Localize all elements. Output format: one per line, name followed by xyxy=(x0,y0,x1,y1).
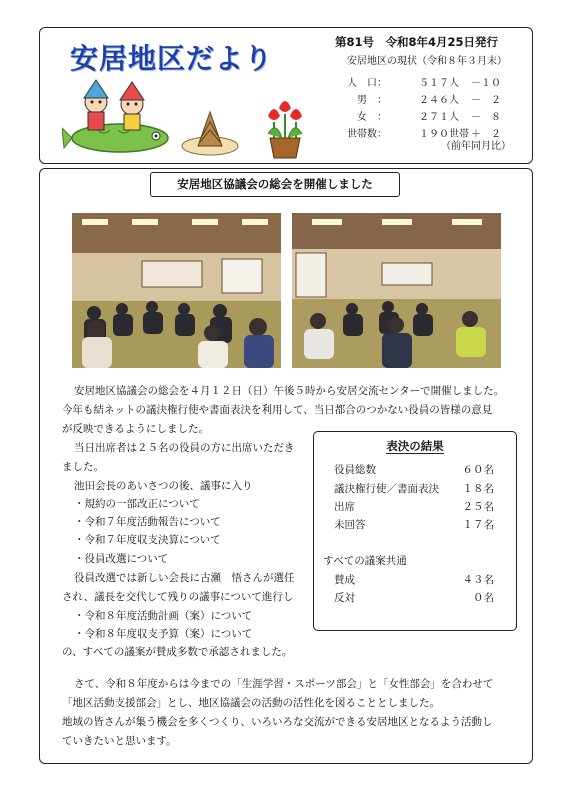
result-label: 議決権行使／書面表決 xyxy=(334,483,439,495)
result-label: 未回答 xyxy=(334,519,366,531)
vote-label: 賛成 xyxy=(334,574,355,586)
result-value: ２５名 xyxy=(462,501,494,513)
paragraph-line: され、議長を交代して残りの議事について進行し xyxy=(62,591,294,603)
results-title: 表決の結果 xyxy=(386,439,444,453)
article-title: 安居地区協議会の総会を開催しました xyxy=(150,172,400,197)
common-label: すべての議案共通 xyxy=(323,555,407,567)
paragraph-line: 当日出席者は２５名の役員の方に出席いただき xyxy=(74,442,295,454)
vote-value: ４３名 xyxy=(462,574,494,586)
result-label: 役員総数 xyxy=(334,464,376,476)
status-label: 安居地区の現状（令和８年３月末） xyxy=(347,56,507,67)
paragraph-line: ました。 xyxy=(62,461,104,473)
stat-delta: ＋ ２ xyxy=(471,129,501,140)
comparison-note: （前年同月比） xyxy=(441,141,511,152)
bamboo-shoot-illustration xyxy=(180,108,240,156)
stat-row xyxy=(347,125,507,139)
list-item: ・規約の一部改正について xyxy=(74,498,200,510)
list-item: ・令和８年度活動計画（案）について xyxy=(74,610,253,622)
vote-results-box xyxy=(313,431,517,631)
vote-label: 反対 xyxy=(334,592,355,604)
stat-label: 男 ： xyxy=(347,95,387,106)
stat-row xyxy=(347,108,507,122)
stat-value: １９０世帯 xyxy=(419,129,469,140)
result-value: ６０名 xyxy=(462,464,494,476)
result-value: １７名 xyxy=(462,519,494,531)
newsletter-title: 安居地区だより xyxy=(70,42,274,75)
stat-delta: － ８ xyxy=(471,112,501,123)
meeting-photo-left xyxy=(72,213,281,368)
meeting-photo-right xyxy=(292,213,501,368)
stat-delta: －１０ xyxy=(471,78,501,89)
paragraph-line: が反映できるようにしました。 xyxy=(62,423,209,435)
result-row xyxy=(334,462,506,476)
paragraph-line: 安居地区協議会の総会を４月１２日（日）午後５時から安居交流センターで開催しました。 xyxy=(74,385,505,397)
result-row xyxy=(334,517,506,531)
stat-value: ５１７人 xyxy=(419,78,459,89)
result-row xyxy=(334,499,506,513)
result-row xyxy=(334,481,506,495)
stat-label: 人 口： xyxy=(347,78,387,89)
stat-label: 世帯数： xyxy=(347,129,387,140)
stat-row xyxy=(347,74,507,88)
stat-label: 女 ： xyxy=(347,112,387,123)
vote-row xyxy=(334,590,506,604)
issue-info: 第81号 令和8年4月25日発行 xyxy=(335,35,499,49)
stat-delta: － ２ xyxy=(471,95,501,106)
list-item: ・役員改選について xyxy=(74,553,169,565)
list-item: ・令和８年度収支予算（案）について xyxy=(74,628,253,640)
vote-row xyxy=(334,572,506,586)
stat-row xyxy=(347,91,507,105)
tulip-pot-illustration xyxy=(262,94,308,160)
paragraph-line: 池田会長のあいさつの後、議事に入り xyxy=(74,480,253,492)
paragraph-line: 今年も結ネットの議決権行使や書面表決を利用して、当日都合のつかない役員の皆様の意見 xyxy=(62,404,493,416)
stat-value: ２４６人 xyxy=(419,95,459,106)
stat-value: ２７１人 xyxy=(419,112,459,123)
result-label: 出席 xyxy=(334,501,355,513)
vote-value: ０名 xyxy=(473,592,494,604)
paragraph-line: の、すべての議案が賛成多数で承認されました。 xyxy=(62,646,293,658)
paragraph-line: 地域の皆さんが集う機会を多くつくり、いろいろな交流ができる安居地区となるよう活動し xyxy=(62,716,493,728)
paragraph-line: 役員改選では新しい会長に古瀬 悟さんが選任 xyxy=(74,572,295,584)
children-on-carp-streamer-illustration xyxy=(62,76,170,158)
paragraph-line: ていきたいと思います。 xyxy=(62,735,177,747)
result-value: １８名 xyxy=(462,483,494,495)
list-item: ・令和７年度活動報告について xyxy=(74,516,221,528)
list-item: ・令和７年度収支決算について xyxy=(74,534,221,546)
paragraph-line: さて、令和８年度からは今までの「生涯学習・スポーツ部会」と「女性部会」を合わせて xyxy=(74,678,494,690)
paragraph-line: 「地区活動支援部会」とし、地区協議会の活動の活性化を図ることとしました。 xyxy=(62,697,440,709)
